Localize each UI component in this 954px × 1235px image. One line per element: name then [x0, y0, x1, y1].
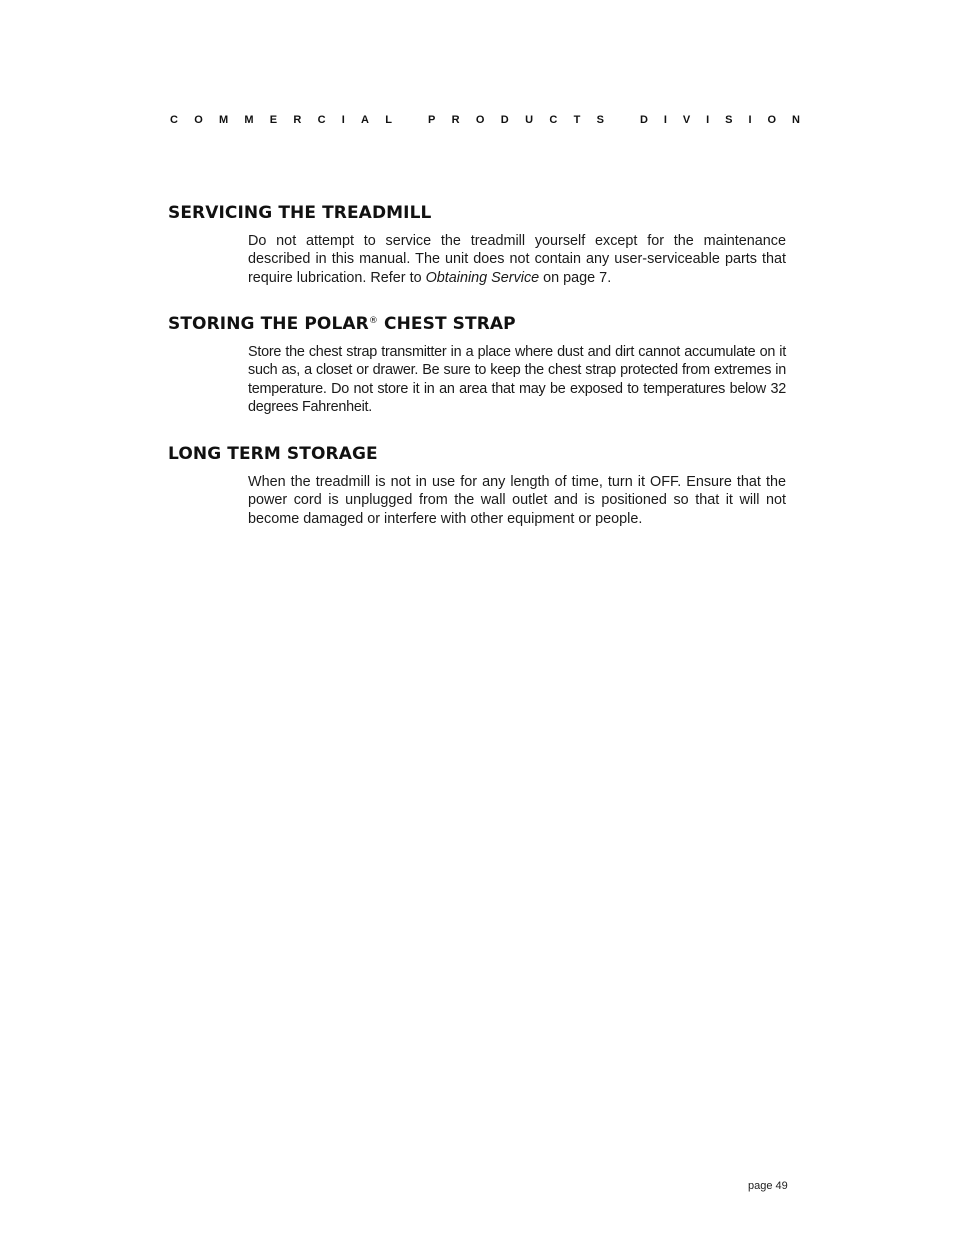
running-head-word-2: [428, 114, 604, 126]
running-head-word-1: [170, 114, 392, 126]
running-head-letter: A: [361, 114, 369, 126]
running-head-letter: U: [525, 114, 534, 126]
running-head-letter: N: [791, 114, 800, 126]
running-head-letter: E: [269, 114, 278, 126]
running-head-letter: C: [170, 114, 178, 126]
body-text-end: on page 7.: [539, 269, 612, 286]
section-body: Store the chest strap transmitter in a place where dust and dirt cannot accumulate on it such as, a closet or drawer. Be sure to keep the chest strap protected from extremes in temperature. Do not store it in an area that may be exposed to temperatures below 32 degrees Fahrenheit.: [248, 344, 786, 416]
running-head-letter: S: [596, 114, 604, 126]
running-head-letter: L: [385, 114, 392, 126]
running-head-letter: O: [194, 114, 203, 126]
running-head-letter: I: [748, 114, 752, 126]
section-body: [248, 232, 786, 287]
running-head-letter: D: [500, 114, 509, 126]
running-head-letter: P: [428, 114, 436, 126]
running-head-letter: R: [293, 114, 302, 126]
body-text: Do not attempt to service the treadmill yourself except for the maintenance described in this manual. The unit does not contain any user-serviceable parts that require lubrication. Refer to: [248, 233, 786, 286]
running-head-letter: O: [767, 114, 777, 126]
running-head-letter: T: [573, 114, 581, 126]
running-head-letter: D: [640, 114, 648, 126]
running-head-letter: I: [706, 114, 710, 126]
running-head-letter: M: [218, 114, 229, 126]
running-head-letter: C: [549, 114, 558, 126]
section-servicing: [168, 203, 788, 287]
section-heading: SERVICING THE TREADMILL: [168, 203, 432, 223]
section-long-term-storage: [168, 444, 788, 528]
running-head-letter: S: [725, 114, 733, 126]
running-head-letter: M: [244, 114, 254, 126]
heading-text: STORING THE POLAR: [168, 314, 369, 334]
running-head-word-3: [640, 114, 800, 126]
running-head-letter: R: [451, 114, 460, 126]
section-heading: [168, 314, 788, 334]
heading-text-end: CHEST STRAP: [377, 314, 516, 334]
running-head-letter: V: [682, 114, 691, 126]
section-body: When the treadmill is not in use for any length of time, turn it OFF. Ensure that the power cord is unplugged from the wall outlet and is positioned so that it will not become damaged or interfere with other equipment or people.: [248, 474, 786, 527]
running-head-letter: C: [317, 114, 326, 126]
section-storing: [168, 314, 788, 417]
running-head-letter: I: [341, 114, 345, 126]
section-heading: LONG TERM STORAGE: [168, 444, 378, 464]
running-head-letter: O: [475, 114, 485, 126]
registered-mark: ®: [368, 316, 378, 326]
running-head: [170, 114, 800, 126]
cross-reference-link: Obtaining Service: [425, 269, 540, 286]
page-number: page 49: [748, 1180, 788, 1192]
running-head-letter: I: [663, 114, 667, 126]
